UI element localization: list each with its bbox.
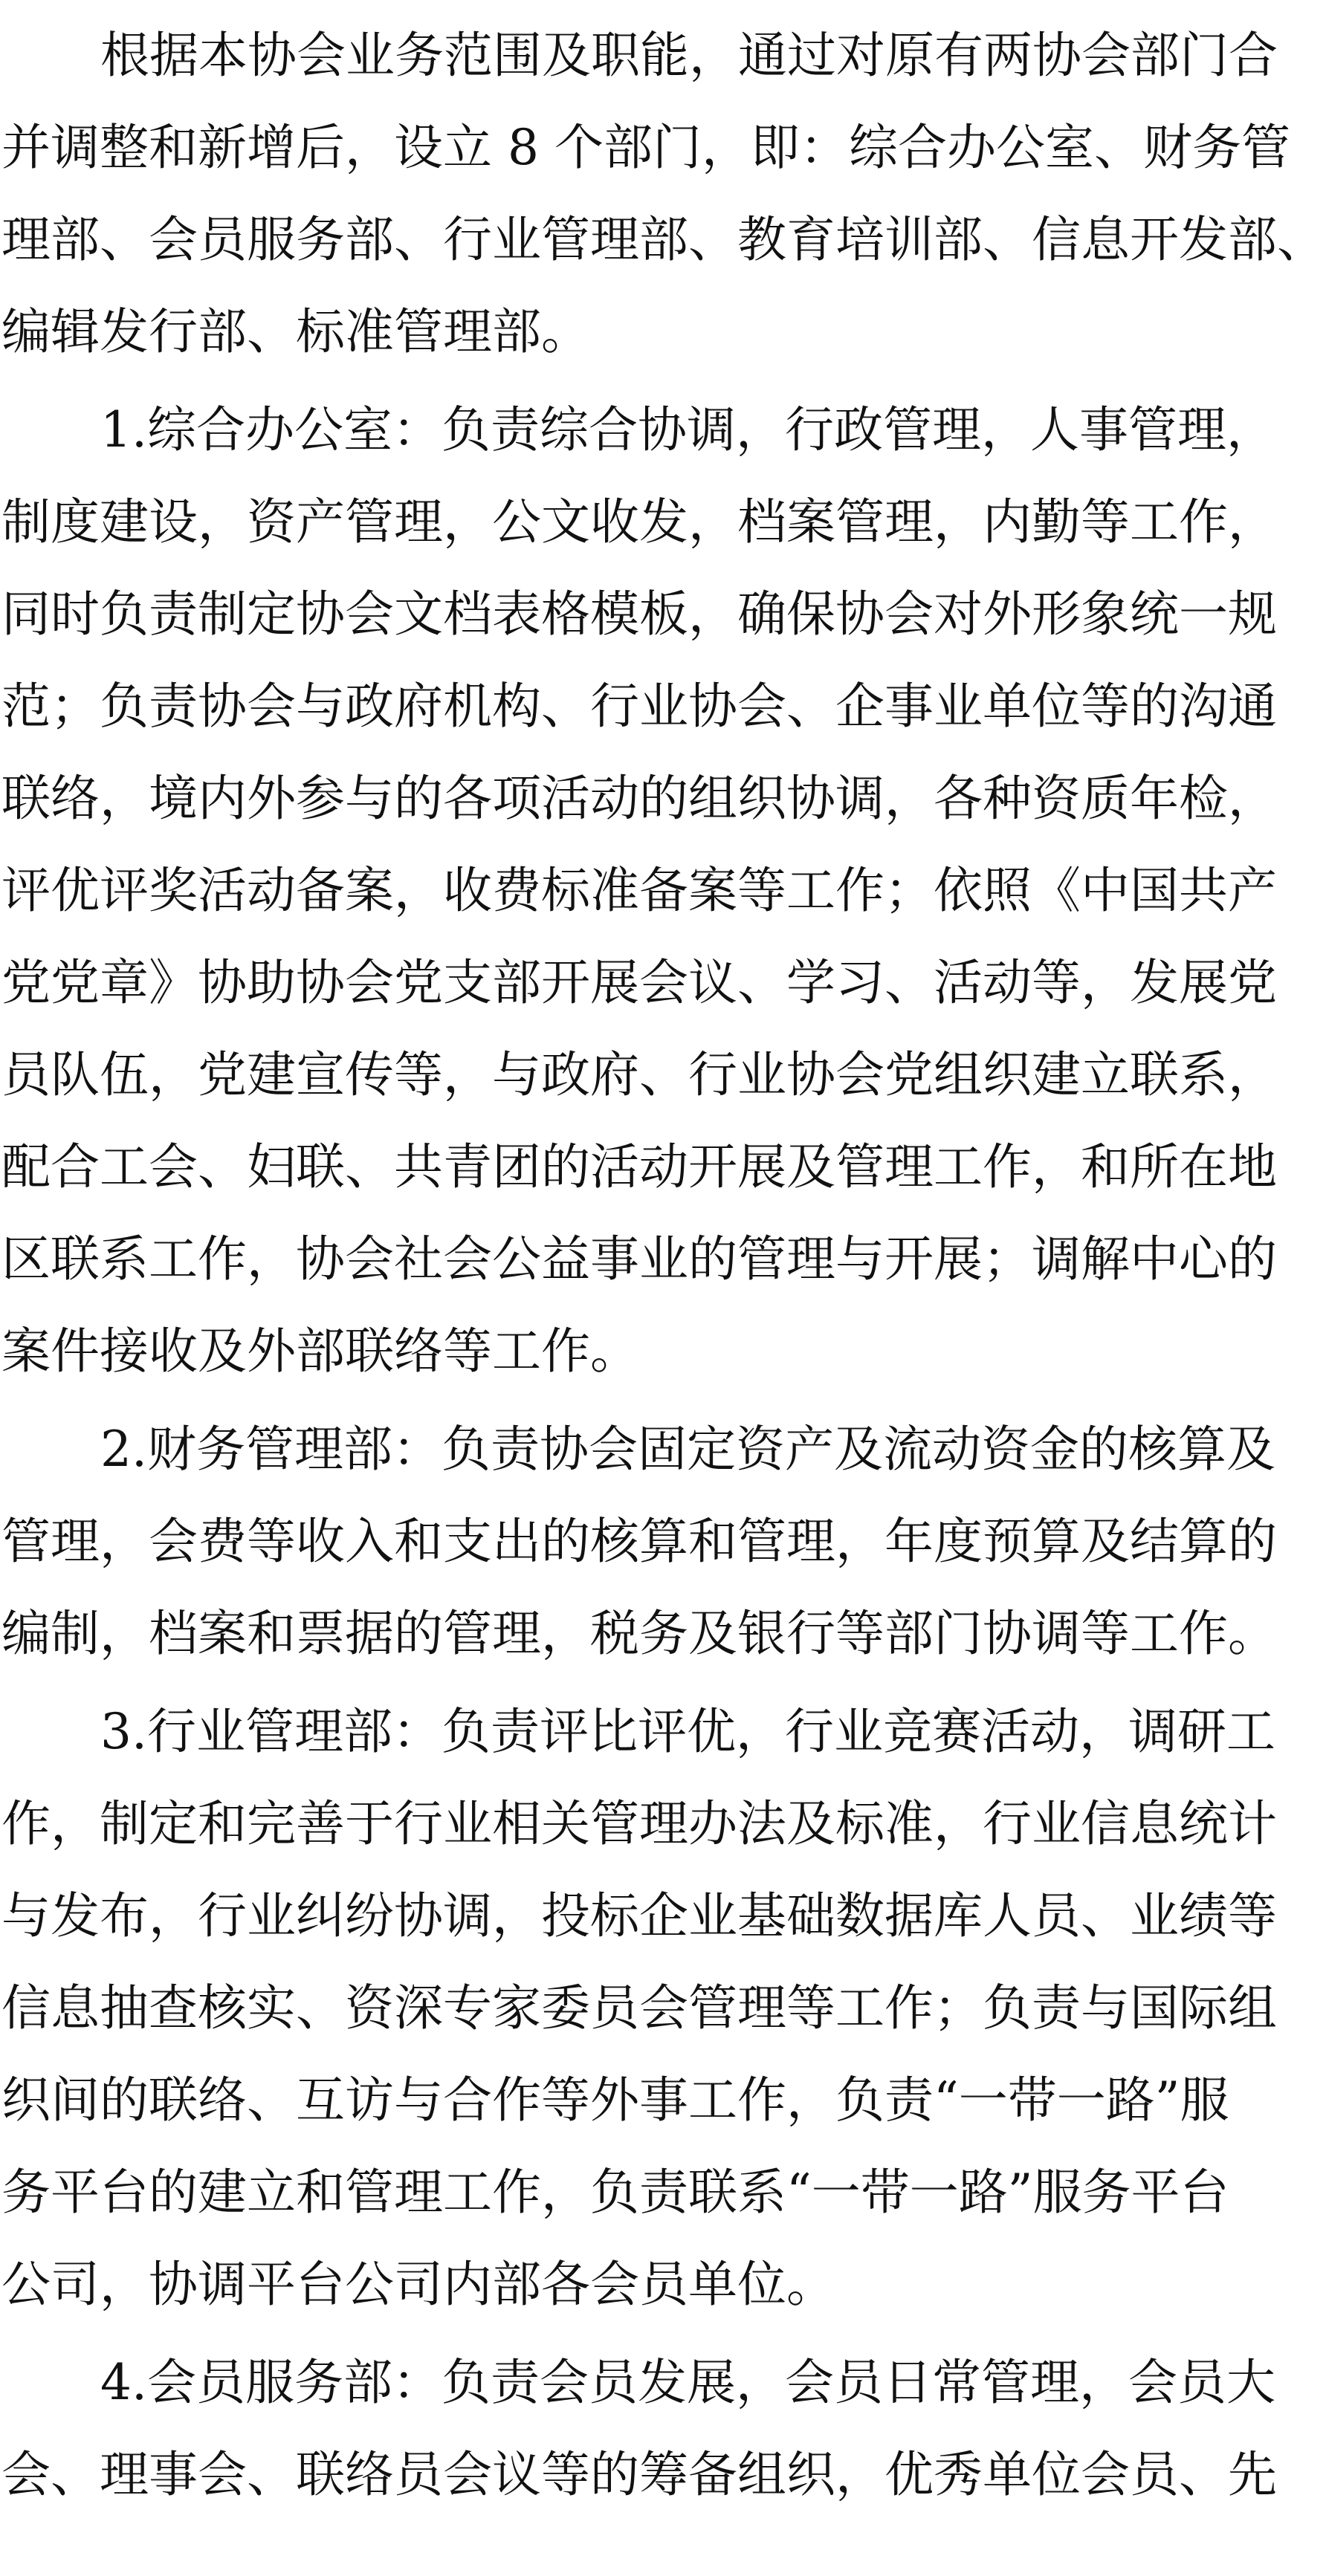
text-line: 评优评奖活动备案，收费标准备案等工作；依照《中国共产 [1, 862, 1277, 919]
text-line: 编辑发行部、标准管理部。 [1, 303, 590, 360]
text-line: 1.综合办公室：负责综合协调，行政管理，人事管理， [100, 401, 1275, 458]
text-line: 案件接收及外部联络等工作。 [1, 1323, 639, 1380]
text-line: 2.财务管理部：负责协会固定资产及流动资金的核算及 [100, 1421, 1275, 1478]
text-line: 管理，会费等收入和支出的核算和管理，年度预算及结算的 [1, 1513, 1277, 1570]
text-line: 配合工会、妇联、共青团的活动开展及管理工作，和所在地 [1, 1138, 1277, 1195]
text-line: 公司，协调平台公司内部各会员单位。 [1, 2256, 835, 2313]
text-line: 并调整和新增后，设立 8 个部门，即：综合办公室、财务管 [1, 119, 1290, 176]
text-line: 理部、会员服务部、行业管理部、教育培训部、信息开发部、 [1, 211, 1326, 268]
text-line: 与发布，行业纠纷协调，投标企业基础数据库人员、业绩等 [1, 1887, 1277, 1944]
text-line: 4.会员服务部：负责会员发展，会员日常管理，会员大 [100, 2354, 1275, 2411]
text-line: 织间的联络、互访与合作等外事工作，负责“一带一路”服 [1, 2071, 1229, 2129]
text-line: 会、理事会、联络员会议等的筹备组织，优秀单位会员、先 [1, 2446, 1277, 2503]
text-line: 联络，境内外参与的各项活动的组织协调，各种资质年检， [1, 770, 1277, 827]
text-line: 信息抽查核实、资深专家委员会管理等工作；负责与国际组 [1, 1979, 1277, 2037]
text-line: 3.行业管理部：负责评比评优，行业竞赛活动，调研工 [100, 1703, 1275, 1760]
text-line: 编制，档案和票据的管理，税务及银行等部门协调等工作。 [1, 1605, 1277, 1662]
text-line: 制度建设，资产管理，公文收发，档案管理，内勤等工作， [1, 493, 1277, 551]
text-line: 区联系工作，协会社会公益事业的管理与开展；调解中心的 [1, 1230, 1277, 1288]
text-line: 务平台的建立和管理工作，负责联系“一带一路”服务平台 [1, 2164, 1229, 2221]
text-line: 员队伍，党建宣传等，与政府、行业协会党组织建立联系， [1, 1046, 1277, 1103]
text-line: 根据本协会业务范围及职能，通过对原有两协会部门合 [100, 27, 1278, 84]
text-line: 党党章》协助协会党支部开展会议、学习、活动等，发展党 [1, 954, 1277, 1011]
text-line: 同时负责制定协会文档表格模板，确保协会对外形象统一规 [1, 585, 1277, 643]
text-line: 范；负责协会与政府机构、行业协会、企事业单位等的沟通 [1, 678, 1277, 735]
text-line: 作，制定和完善于行业相关管理办法及标准，行业信息统计 [1, 1795, 1277, 1852]
